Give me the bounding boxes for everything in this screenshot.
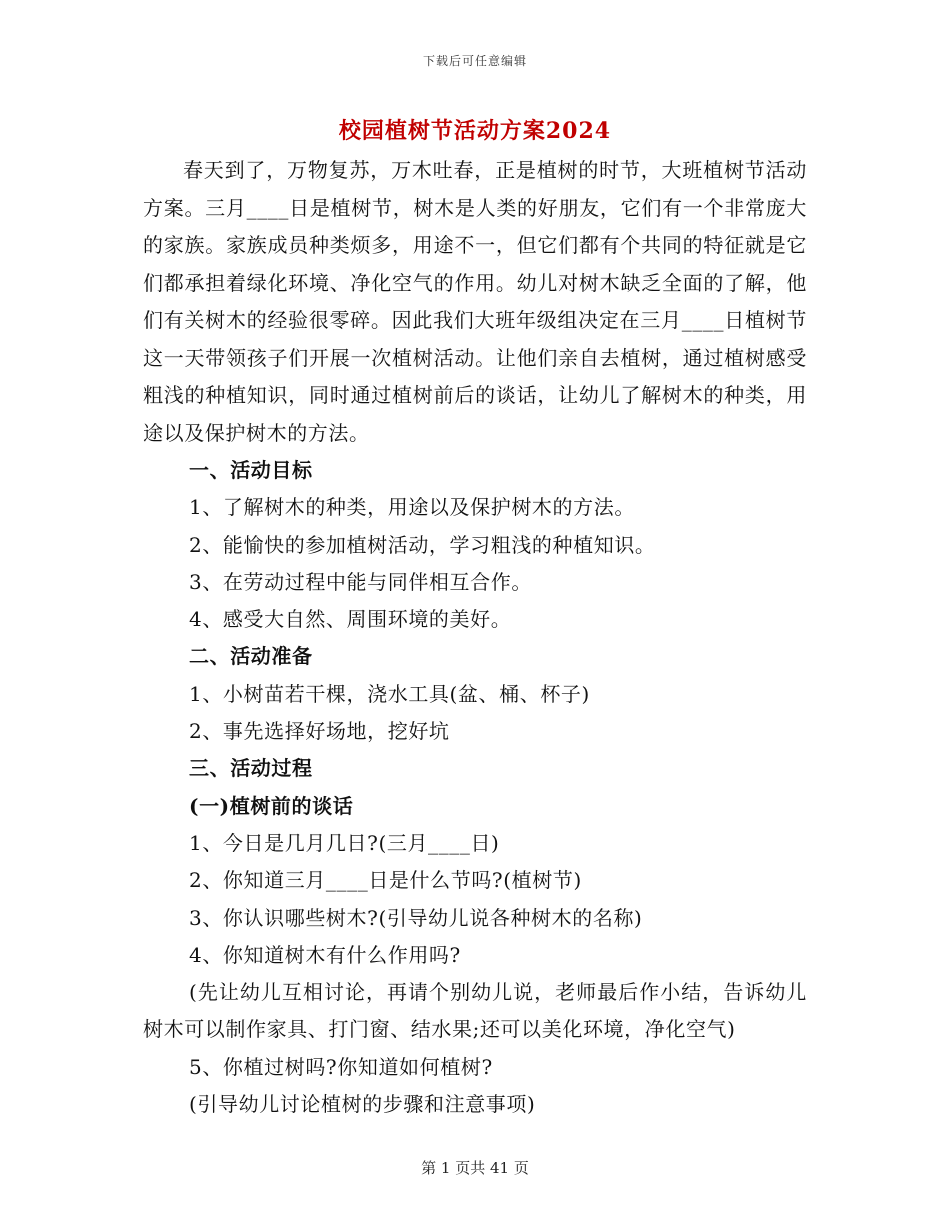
intro-paragraph: 春天到了，万物复苏，万木吐春，正是植树的时节，大班植树节活动方案。三月____日是植树节，树木是人类的好朋友，它们有一个非常庞大的家族。家族成员种类烦多，用途不一，但它们都有个共同的特征就是它们都承担着绿化环境、净化空气的作用。幼儿对树木缺乏全面的了解，他们有关树木的经验很零碎。因此我们大班年级组决定在三月____日植树节这一天带领孩子们开展一次植树活动。让他们亲自去植树，通过植树感受粗浅的种植知识，同时通过植树前后的谈话，让幼儿了解树木的种类，用途以及保护树木的方法。 <box>143 158 807 445</box>
list-item: 3、你认识哪些树木?(引导幼儿说各种树木的名称) <box>189 905 643 930</box>
list-item: 2、事先选择好场地，挖好坑 <box>189 719 450 744</box>
list-item: 4、感受大自然、周围环境的美好。 <box>189 607 512 632</box>
section-heading-preparation: 二、活动准备 <box>189 644 313 669</box>
list-item: 1、了解树木的种类，用途以及保护树木的方法。 <box>189 495 635 520</box>
subsection-heading: (一)植树前的谈话 <box>189 793 354 818</box>
list-item: 1、小树苗若干棵，浇水工具(盆、桶、杯子) <box>189 681 590 706</box>
document-body <box>143 152 807 1123</box>
discussion-note: (先让幼儿互相讨论，再请个别幼儿说，老师最后作小结，告诉幼儿树木可以制作家具、打门窗、结水果;还可以美化环境，净化空气) <box>143 980 807 1042</box>
section-heading-goals: 一、活动目标 <box>189 458 313 482</box>
list-item: 1、今日是几月几日?(三月____日) <box>189 830 500 855</box>
list-item: 2、能愉快的参加植树活动，学习粗浅的种植知识。 <box>189 532 656 557</box>
page-footer: 第 1 页共 41 页 <box>421 1159 529 1177</box>
list-item: 3、在劳动过程中能与同伴相互合作。 <box>189 569 532 594</box>
list-item: 5、你植过树吗?你知道如何植树? <box>189 1054 493 1079</box>
section-heading-process: 三、活动过程 <box>189 756 313 781</box>
document-title: 校园植树节活动方案2024 <box>338 118 612 144</box>
list-item: 4、你知道树木有什么作用吗? <box>189 942 461 967</box>
list-item: 2、你知道三月____日是什么节吗?(植树节) <box>189 868 582 893</box>
header-note: 下载后可任意编辑 <box>422 54 527 68</box>
discussion-note: (引导幼儿讨论植树的步骤和注意事项) <box>189 1092 536 1117</box>
